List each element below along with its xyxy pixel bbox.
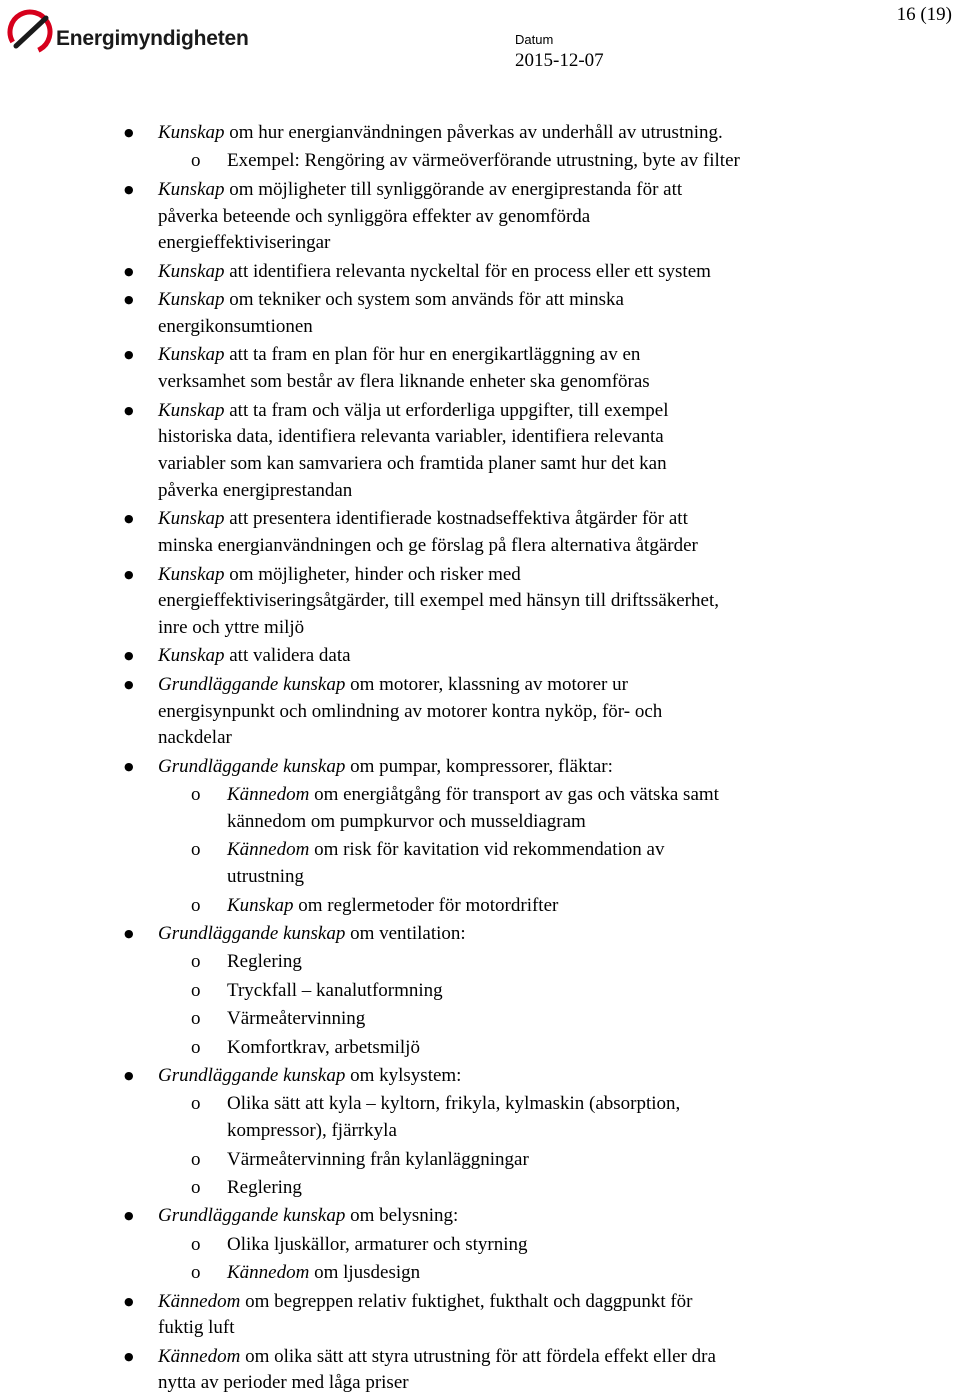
sub-bullet-icon: o	[191, 1233, 201, 1255]
sub-bullet-icon: o	[191, 839, 201, 861]
sub-list-item	[0, 1006, 960, 1033]
emphasis-term: Kännedom	[227, 784, 310, 806]
logo-text: Energimyndigheten	[56, 27, 249, 50]
list-item-line: Grundläggande kunskap om belysning:	[158, 1205, 459, 1227]
sub-bullet-icon: o	[191, 1036, 201, 1058]
list-item-line: Kunskap om reglermetoder för motordrifter	[227, 894, 559, 916]
emphasis-term: Kunskap	[158, 344, 225, 366]
emphasis-term: Grundläggande kunskap	[158, 755, 346, 777]
list-item	[0, 506, 960, 560]
list-item-line: Komfortkrav, arbetsmiljö	[227, 1036, 420, 1058]
list-item-line: Reglering	[227, 951, 302, 973]
page-number: 16 (19)	[896, 4, 952, 25]
sub-list-item	[0, 1260, 960, 1287]
list-item	[0, 754, 960, 781]
list-item-line: Värmeåtervinning från kylanläggningar	[227, 1148, 529, 1170]
bullet-icon: ●	[124, 403, 134, 417]
sub-bullet-icon: o	[191, 1148, 201, 1170]
page-header	[0, 0, 960, 80]
emphasis-term: Kännedom	[158, 1345, 241, 1367]
bullet-icon: ●	[124, 677, 134, 691]
bullet-icon: ●	[124, 1294, 134, 1308]
list-item-line: Olika sätt att kyla – kyltorn, frikyla, kylmaskin (absorption,	[227, 1093, 681, 1115]
list-item-line: variabler som kan samvariera och framtida planer samt hur det kan	[158, 453, 667, 475]
bullet-icon: ●	[124, 567, 134, 581]
sub-list-item	[0, 1147, 960, 1174]
sub-list-item	[0, 1035, 960, 1062]
list-item-line: Kunskap om möjligheter till synliggörande av energiprestanda för att	[158, 178, 683, 200]
list-item-line: Kännedom om begreppen relativ fuktighet, fukthalt och daggpunkt för	[158, 1290, 693, 1312]
list-item-line: energieffektiviseringar	[158, 232, 331, 254]
emphasis-term: Kännedom	[227, 1262, 310, 1284]
bullet-icon: ●	[124, 1349, 134, 1363]
list-item-line: påverka beteende och synliggöra effekter av genomförda	[158, 205, 591, 227]
list-item	[0, 562, 960, 642]
bullet-icon: ●	[124, 1209, 134, 1223]
list-item-line: Grundläggande kunskap om kylsystem:	[158, 1064, 462, 1086]
sub-list-item	[0, 1175, 960, 1202]
sub-list-item	[0, 1091, 960, 1145]
list-item	[0, 921, 960, 948]
emphasis-term: Grundläggande kunskap	[158, 673, 346, 695]
list-item	[0, 259, 960, 286]
energimyndigheten-logo	[6, 6, 249, 58]
list-item-line: Kännedom om olika sätt att styra utrustning för att fördela effekt eller dra	[158, 1345, 716, 1367]
emphasis-term: Grundläggande kunskap	[158, 1205, 346, 1227]
sub-list-item	[0, 1232, 960, 1259]
sub-bullet-icon: o	[191, 1093, 201, 1115]
list-item	[0, 177, 960, 257]
emphasis-term: Grundläggande kunskap	[158, 923, 346, 945]
list-item-line: Olika ljuskällor, armaturer och styrning	[227, 1233, 528, 1255]
list-item-line: Grundläggande kunskap om motorer, klassning av motorer ur	[158, 673, 628, 695]
bullet-icon: ●	[124, 759, 134, 773]
list-item	[0, 672, 960, 752]
list-item	[0, 398, 960, 505]
sub-list-item	[0, 837, 960, 891]
list-item-line: fuktig luft	[158, 1317, 235, 1339]
sub-bullet-icon: o	[191, 1262, 201, 1284]
emphasis-term: Kunskap	[158, 645, 225, 667]
emphasis-term: Kännedom	[158, 1290, 241, 1312]
bullet-icon: ●	[124, 293, 134, 307]
sub-list-item	[0, 148, 960, 175]
list-item-line: Kunskap att validera data	[158, 645, 351, 667]
list-item	[0, 1203, 960, 1230]
list-item-line: energieffektiviseringsåtgärder, till exempel med hänsyn till driftssäkerhet,	[158, 590, 719, 612]
list-item-line: utrustning	[227, 866, 305, 888]
list-item-line: Exempel: Rengöring av värmeöverförande utrustning, byte av filter	[227, 150, 740, 172]
list-item-line: Värmeåtervinning	[227, 1008, 366, 1030]
list-item	[0, 287, 960, 341]
list-item-line: nackdelar	[158, 727, 232, 749]
list-item-line: historiska data, identifiera relevanta variabler, identifiera relevanta	[158, 426, 664, 448]
emphasis-term: Kunskap	[158, 563, 225, 585]
list-item-line: Kännedom om risk för kavitation vid rekommendation av	[227, 839, 665, 861]
emphasis-term: Kunskap	[158, 178, 225, 200]
sub-list-item	[0, 893, 960, 920]
sub-bullet-icon: o	[191, 1008, 201, 1030]
emphasis-term: Kunskap	[158, 289, 225, 311]
list-item	[0, 120, 960, 147]
logo-emblem-icon	[6, 6, 54, 58]
list-item	[0, 1063, 960, 1090]
list-item-line: energisynpunkt och omlindning av motorer kontra nyköp, för- och	[158, 700, 663, 722]
list-item-line: Grundläggande kunskap om pumpar, kompressorer, fläktar:	[158, 755, 613, 777]
emphasis-term: Kunskap	[158, 399, 225, 421]
date-label: Datum	[515, 32, 554, 47]
list-item	[0, 342, 960, 396]
bullet-icon: ●	[124, 1068, 134, 1082]
sub-bullet-icon: o	[191, 784, 201, 806]
bullet-icon: ●	[124, 348, 134, 362]
list-item-line: Kunskap om tekniker och system som används för att minska	[158, 289, 624, 311]
sub-bullet-icon: o	[191, 951, 201, 973]
list-item-line: inre och yttre miljö	[158, 617, 305, 639]
list-item-line: Grundläggande kunskap om ventilation:	[158, 923, 466, 945]
sub-list-item	[0, 978, 960, 1005]
emphasis-term: Kunskap	[158, 122, 225, 143]
list-item-line: Kännedom om energiåtgång för transport av gas och vätska samt	[227, 784, 719, 806]
list-item-line: minska energianvändningen och ge förslag på flera alternativa åtgärder	[158, 535, 698, 557]
emphasis-term: Kunskap	[227, 894, 294, 916]
list-item-line: Reglering	[227, 1176, 302, 1198]
list-item-line: verksamhet som består av flera liknande enheter ska genomföras	[158, 371, 650, 393]
emphasis-term: Kännedom	[227, 839, 310, 861]
date-value: 2015-12-07	[515, 50, 604, 71]
list-item-line: Kännedom om ljusdesign	[227, 1262, 421, 1284]
document-body	[0, 120, 960, 1397]
list-item-line: Kunskap att identifiera relevanta nyckeltal för en process eller ett system	[158, 260, 711, 282]
bullet-icon: ●	[124, 264, 134, 278]
bullet-icon: ●	[124, 649, 134, 663]
bullet-icon: ●	[124, 512, 134, 526]
sub-bullet-icon: o	[191, 150, 201, 172]
list-item-line: energikonsumtionen	[158, 315, 313, 337]
list-item	[0, 1289, 960, 1343]
list-item	[0, 643, 960, 670]
list-item-line: Kunskap att ta fram en plan för hur en energikartläggning av en	[158, 344, 641, 366]
list-item-line: Tryckfall – kanalutformning	[227, 979, 443, 1001]
bullet-icon: ●	[124, 927, 134, 941]
list-item-line: nytta av perioder med låga priser	[158, 1372, 409, 1394]
list-item-line: Kunskap att presentera identifierade kostnadseffektiva åtgärder för att	[158, 508, 688, 530]
sub-bullet-icon: o	[191, 979, 201, 1001]
bullet-icon: ●	[124, 182, 134, 196]
sub-list-item	[0, 782, 960, 836]
emphasis-term: Grundläggande kunskap	[158, 1064, 346, 1086]
list-item-line: Kunskap om hur energianvändningen påverkas av underhåll av utrustning.	[158, 122, 723, 143]
list-item-line: kännedom om pumpkurvor och musseldiagram	[227, 811, 586, 833]
sub-list-item	[0, 949, 960, 976]
list-item-line: Kunskap om möjligheter, hinder och risker med	[158, 563, 521, 585]
sub-bullet-icon: o	[191, 894, 201, 916]
emphasis-term: Kunskap	[158, 260, 225, 282]
list-item	[0, 1344, 960, 1397]
bullet-icon: ●	[124, 126, 134, 139]
list-item-line: påverka energiprestandan	[158, 479, 353, 501]
list-item-line: Kunskap att ta fram och välja ut erforderliga uppgifter, till exempel	[158, 399, 669, 421]
emphasis-term: Kunskap	[158, 508, 225, 530]
sub-bullet-icon: o	[191, 1176, 201, 1198]
list-item-line: kompressor), fjärrkyla	[227, 1120, 397, 1142]
